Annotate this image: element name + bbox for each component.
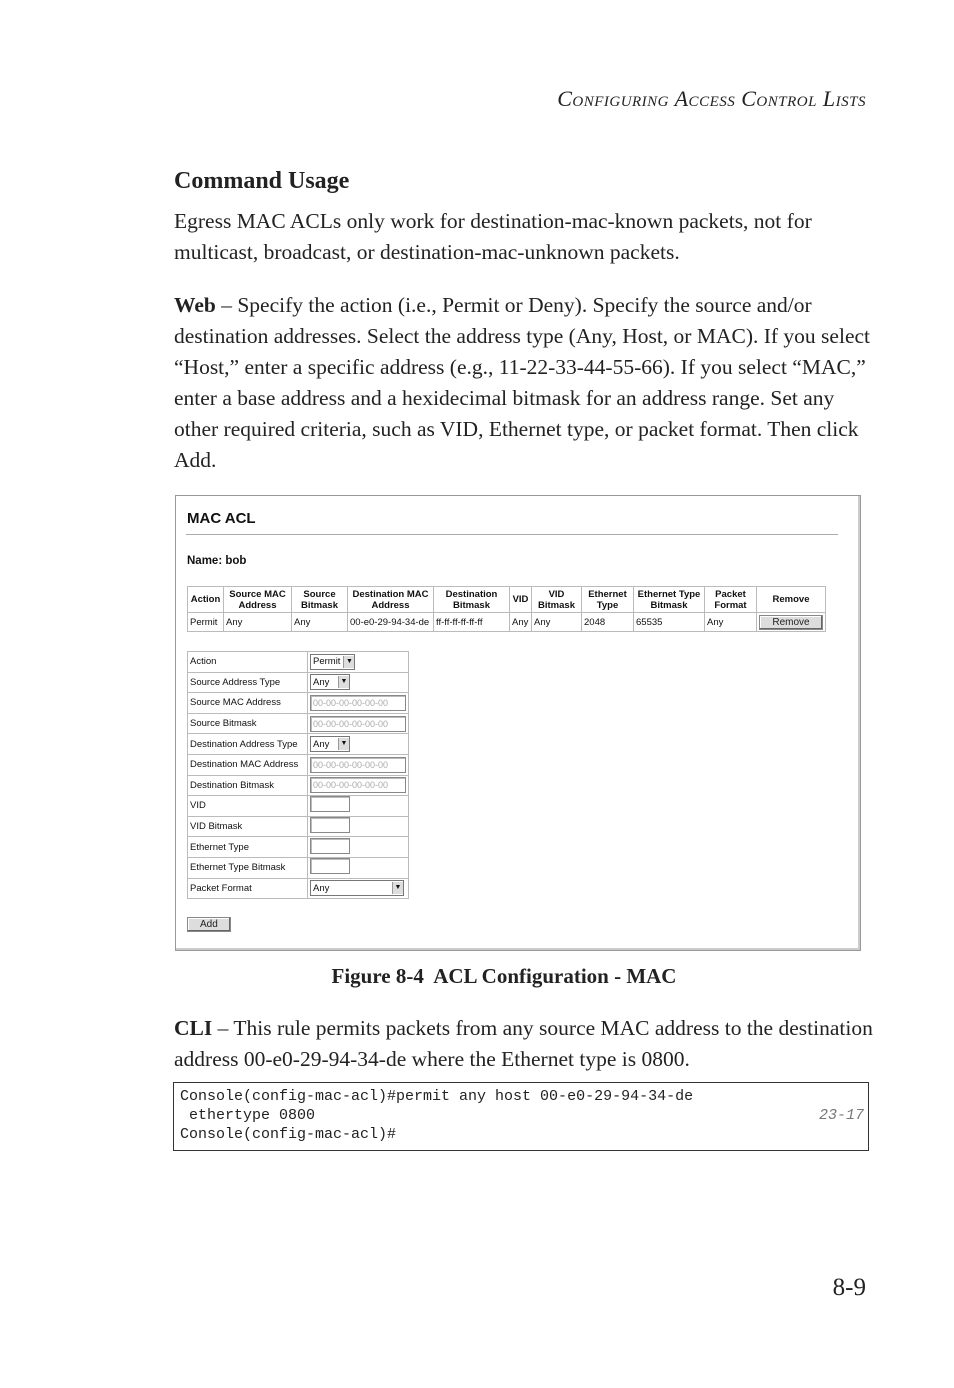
table-header-row: [188, 587, 826, 613]
figure-number: Figure 8-4: [331, 964, 424, 988]
destination-address-type-select[interactable]: [310, 736, 350, 752]
cell-source-mac: Any: [224, 613, 292, 632]
source-mac-label: Source MAC Address: [188, 693, 308, 714]
col-vid-bitmask: VID Bitmask: [532, 587, 582, 613]
chevron-down-icon: ▼: [392, 882, 403, 894]
source-bitmask-label: Source Bitmask: [188, 713, 308, 734]
acl-rule-form: [187, 651, 409, 899]
source-address-type-value: Any: [313, 676, 330, 688]
col-ethernet-type: Ethernet Type: [582, 587, 634, 613]
col-source-mac: Source MAC Address: [224, 587, 292, 613]
destination-address-type-value: Any: [313, 738, 330, 750]
source-bitmask-input[interactable]: 00-00-00-00-00-00: [310, 716, 406, 732]
cli-text: – This rule permits packets from any source MAC address to the destination address 00-e0-29-94-34-de where the Ethernet type is 0800.: [174, 1016, 873, 1071]
web-text: – Specify the action (i.e., Permit or Deny). Specify the source and/or destination addresses. Select the address type (Any, Host, or MAC). If you select “Host,” enter a specific address (e.g., 11-22-33-44-55-66). If you select “MAC,” enter a base address and a hexidecimal bitmask for an address range. Set any other required criteria, such as VID, Ethernet type, or packet format. Then click Add.: [174, 293, 870, 472]
destination-mac-label: Destination MAC Address: [188, 754, 308, 775]
section-heading: Command Usage: [174, 168, 350, 194]
ethernet-type-label: Ethernet Type: [188, 837, 308, 858]
vid-bitmask-input[interactable]: [310, 817, 350, 833]
acl-rules-table: [187, 586, 826, 632]
col-remove: Remove: [757, 587, 826, 613]
running-header: Configuring Access Control Lists: [557, 86, 866, 111]
action-label: Action: [188, 652, 308, 673]
source-address-type-select[interactable]: [310, 674, 350, 690]
code-line-3: Console(config-mac-acl)#: [180, 1126, 397, 1143]
table-row: [188, 613, 826, 632]
paragraph-cli: [174, 1013, 874, 1075]
code-block: [173, 1082, 869, 1151]
col-vid: VID: [510, 587, 532, 613]
remove-button[interactable]: Remove: [759, 615, 822, 630]
code-line-2: ethertype 0800: [180, 1107, 316, 1124]
col-destination-mac: Destination MAC Address: [348, 587, 434, 613]
action-select-value: Permit: [313, 656, 341, 668]
cell-vid: Any: [510, 613, 532, 632]
code-page-reference: 23-17: [818, 1107, 864, 1124]
ethernet-type-input[interactable]: [310, 838, 350, 854]
vid-bitmask-label: VID Bitmask: [188, 816, 308, 837]
mac-acl-title: MAC ACL: [187, 510, 256, 527]
packet-format-label: Packet Format: [188, 878, 308, 899]
code-line-1: Console(config-mac-acl)#permit any host 00-e0-29-94-34-de: [180, 1088, 694, 1105]
packet-format-select[interactable]: [310, 880, 404, 896]
action-select[interactable]: [310, 654, 355, 670]
cell-ethernet-type: 2048: [582, 613, 634, 632]
paragraph-command-usage: Egress MAC ACLs only work for destination-mac-known packets, not for multicast, broadcast, or destination-mac-unknown packets.: [174, 209, 812, 264]
col-ethernet-type-bitmask: Ethernet Type Bitmask: [634, 587, 705, 613]
destination-mac-input[interactable]: 00-00-00-00-00-00: [310, 757, 406, 773]
acl-name-label: Name: bob: [187, 555, 247, 567]
chevron-down-icon: ▼: [343, 656, 354, 668]
cell-remove: [757, 613, 826, 632]
destination-bitmask-label: Destination Bitmask: [188, 775, 308, 796]
cell-ethernet-type-bitmask: 65535: [634, 613, 705, 632]
destination-bitmask-input[interactable]: 00-00-00-00-00-00: [310, 777, 406, 793]
mac-acl-screenshot: [175, 495, 861, 951]
web-lead: Web: [174, 293, 216, 317]
add-button[interactable]: Add: [187, 917, 231, 932]
vid-label: VID: [188, 796, 308, 817]
figure-title: ACL Configuration - MAC: [433, 964, 677, 988]
cell-destination-mac: 00-e0-29-94-34-de: [348, 613, 434, 632]
chevron-down-icon: ▼: [338, 676, 349, 688]
ethernet-type-bitmask-input[interactable]: [310, 858, 350, 874]
ethernet-type-bitmask-label: Ethernet Type Bitmask: [188, 857, 308, 878]
cell-packet-format: Any: [705, 613, 757, 632]
cell-action: Permit: [188, 613, 224, 632]
packet-format-value: Any: [313, 882, 330, 894]
figure-caption: [0, 964, 954, 989]
cell-destination-bitmask: ff-ff-ff-ff-ff-ff: [434, 613, 510, 632]
chevron-down-icon: ▼: [338, 738, 349, 750]
col-action: Action: [188, 587, 224, 613]
vid-input[interactable]: [310, 796, 350, 812]
cell-vid-bitmask: Any: [532, 613, 582, 632]
cell-source-bitmask: Any: [292, 613, 348, 632]
col-source-bitmask: Source Bitmask: [292, 587, 348, 613]
paragraph-web: [174, 290, 874, 476]
page-number: 8-9: [832, 1274, 866, 1301]
destination-address-type-label: Destination Address Type: [188, 734, 308, 755]
title-divider: [186, 534, 838, 535]
cli-lead: CLI: [174, 1016, 213, 1040]
col-destination-bitmask: Destination Bitmask: [434, 587, 510, 613]
source-mac-input[interactable]: 00-00-00-00-00-00: [310, 695, 406, 711]
col-packet-format: Packet Format: [705, 587, 757, 613]
source-address-type-label: Source Address Type: [188, 672, 308, 693]
